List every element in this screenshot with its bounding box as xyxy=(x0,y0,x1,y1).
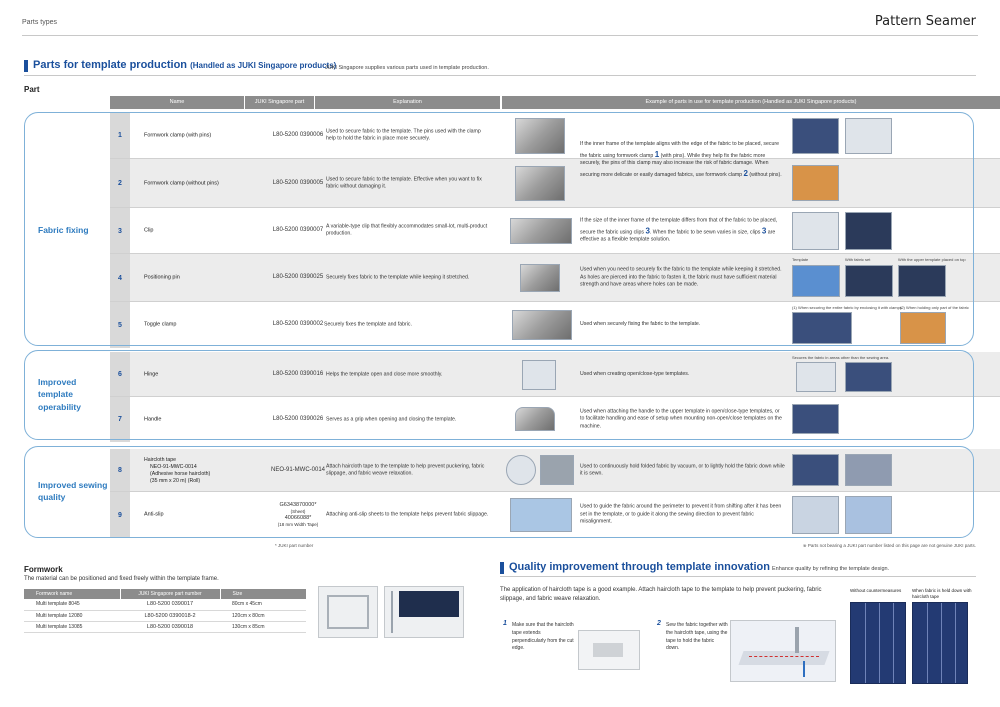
row-number: 7 xyxy=(110,397,130,442)
caption-fabric-set: With fabric set xyxy=(845,257,871,262)
step-2-number: 2 xyxy=(657,620,661,627)
usage-haircloth: Used to continuously hold folded fabric by vacuum, or to lightly hold the fabric down while it is sewn. xyxy=(580,462,785,477)
usage-toggle: Used when securely fixing the fabric to the template. xyxy=(580,321,701,328)
caption-with-haircloth: When fabric is held down with haircloth tape xyxy=(912,588,972,599)
caption-upper-template: With the upper template placed on top xyxy=(898,257,966,262)
part-number: L80-5200 0390005 xyxy=(272,179,324,186)
part-explanation: Securely fixes the template and fabric. xyxy=(324,321,412,328)
usage-clip: If the size of the inner frame of the template differs from that of the fabric to be placed, secure the fabric using clips 3. When the fabric to be sewn varies in size, clips 3 are effective as a flexible template solution. xyxy=(580,217,778,243)
row-number: 4 xyxy=(110,254,130,302)
quality-note: Enhance quality by refining the template design. xyxy=(772,566,890,572)
formwork-size: 120cm x 80cm xyxy=(220,610,306,621)
formwork-col-part-number: JUKI Singapore part number xyxy=(120,589,220,599)
part-number: G6343870000* (Sheet) 40066088* (18 mm Width Tape) xyxy=(277,502,319,528)
row-number: 8 xyxy=(110,449,130,492)
table-header xyxy=(110,96,500,118)
formwork-size: 80cm x 45cm xyxy=(220,599,306,610)
part-explanation: Serves as a grip when opening and closing the template. xyxy=(326,415,457,422)
quality-body: The application of haircloth tape is a good example. Attach haircloth tape to the template to help prevent puckering, fabric slippage, and fabric weave relaxation. xyxy=(500,587,822,602)
fabric-without-countermeasures-photo xyxy=(850,602,906,684)
section-divider xyxy=(24,75,976,76)
formwork-part-number: L80-5200 0390018-2 xyxy=(120,610,220,621)
part-explanation: Used to secure fabric to the template. Effective when you want to fix fabric without damaging it. xyxy=(326,176,482,190)
caption-template: Template xyxy=(792,257,809,262)
row-number: 6 xyxy=(110,352,130,397)
section-note: JUKI Singapore supplies various parts used in template production. xyxy=(325,65,489,71)
part-explanation: Securely fixes fabric to the template while keeping it stretched. xyxy=(326,274,470,281)
part-name: Handle xyxy=(144,415,162,422)
usage-handle: Used when attaching the handle to the upper template in open/close-type templates, or to facilitate handling and ease of setup when mounting non-open/close templates on the machine. xyxy=(580,408,782,430)
part-label: Part xyxy=(24,85,40,94)
usage-clamps-text: If the inner frame of the template aligns with the edge of the fabric to be placed, secure the fabric using formwork clamp 1 (with pins). While they help fix the fabric more securely, the pins of this clamp may also increase the risk of fabric damage. When securing more delicate or easily damaged fabrics, use formwork clamp 2 (without pins). xyxy=(580,140,782,178)
part-explanation: Attaching anti-slip sheets to the template helps prevent fabric slippage. xyxy=(326,511,489,518)
row-number: 3 xyxy=(110,208,130,254)
formwork-part-number: L80-5200 0390017 xyxy=(120,599,220,610)
caption-toggle-2: (2) When holding only part of the fabric xyxy=(900,305,969,310)
usage-hinge: Used when creating open/close-type templates. xyxy=(580,370,690,377)
product-title: Pattern Seamer xyxy=(874,14,976,29)
part-name: Clip xyxy=(144,227,154,234)
formwork-description: The material can be positioned and fixed freely within the template frame. xyxy=(24,576,219,582)
caption-toggle-1: (1) When securing the entire fabric by enclosing it with clamps xyxy=(792,305,902,310)
part-name: Positioning pin xyxy=(144,274,180,281)
footnote-genuine-parts: ※ Parts not bearing a JUKI part number listed on this page are not genuine JUKI parts. xyxy=(802,543,976,548)
group-template-operability xyxy=(24,350,974,440)
quality-divider xyxy=(500,576,976,577)
caption-without-countermeasures: Without countermeasures xyxy=(850,588,902,593)
group-label-fabric-fixing: Fabric fixing xyxy=(38,225,89,235)
row-number: 5 xyxy=(110,302,130,348)
part-number: L80-5200 0390026 xyxy=(272,415,324,422)
formwork-table-header xyxy=(24,589,306,599)
part-number: L80-5200 0390016 xyxy=(272,370,324,377)
formwork-col-name: Formwork name xyxy=(24,589,120,599)
row-number: 1 xyxy=(110,112,130,159)
caption-hinge: Secures the fabric in areas other than the sewing area. xyxy=(792,355,890,360)
step-2-text: Sew the fabric together with the haircloth tape, using the tape to hold the fabric down. xyxy=(666,622,728,652)
part-explanation: Attach haircloth tape to the template to help prevent puckering, fabric slippage, and fabric weave relaxation. xyxy=(326,463,485,477)
part-explanation: Used to secure fabric to the template. The pins used with the clamp help to hold the fabric in place more securely. xyxy=(326,128,481,142)
formwork-size: 130cm x 85cm xyxy=(220,621,306,632)
part-explanation: A variable-type clip that flexibly accommodates small-lot, multi-product production. xyxy=(326,223,488,237)
part-number: L80-5200 0390006 xyxy=(272,131,324,138)
section-label: Parts types xyxy=(22,19,58,26)
group-sewing-quality xyxy=(24,446,974,538)
part-name: Anti-slip xyxy=(144,511,164,518)
part-number: L80-5200 0390025 xyxy=(272,274,324,281)
formwork-title: Formwork xyxy=(24,565,63,574)
formwork-table xyxy=(24,589,306,633)
quality-section-marker xyxy=(500,562,504,574)
footnote-part-number: * JUKI part number xyxy=(275,543,314,548)
table-row xyxy=(24,621,306,632)
formwork-col-size: Size xyxy=(220,589,306,599)
part-explanation: Helps the template open and close more smoothly. xyxy=(326,370,443,377)
row-number: 9 xyxy=(110,492,130,538)
col-name: Name xyxy=(110,96,245,109)
fabric-with-haircloth-photo xyxy=(912,602,968,684)
usage-pin: Used when you need to securely fix the fabric to the template while keeping it stretched. As holes are pierced into the fabric to fasten it, the fabric must have sufficient material strength and have areas where holes can be made. xyxy=(580,266,782,288)
usage-antislip: Used to guide the fabric around the perimeter to prevent it from shifting after it has been set in the template, or to guide it along the sewing direction to prevent fabric misalignment. xyxy=(580,503,782,525)
formwork-name: Multi template 13085 xyxy=(24,621,120,632)
formwork-frame-photo xyxy=(318,586,378,638)
step-1-illustration xyxy=(578,630,640,670)
part-number: L80-5200 0390002 xyxy=(272,321,324,328)
part-name: Formwork clamp (with pins) xyxy=(144,131,212,138)
part-name: Hinge xyxy=(144,370,159,377)
section-title: Parts for template production (Handled as JUKI Singapore products) xyxy=(33,59,337,71)
formwork-part-number: L80-5200 0390018 xyxy=(120,621,220,632)
col-explanation: Explanation xyxy=(393,99,422,105)
group-label-sewing-quality: Improved sewing quality xyxy=(38,480,108,503)
group-label-template-operability: Improved template operability xyxy=(38,377,81,412)
part-number: NEO-91-MWC-0014 xyxy=(270,466,325,473)
part-name: Toggle clamp xyxy=(144,321,177,328)
step-1-text: Make sure that the haircloth tape extends perpendicularly from the cut edge. xyxy=(512,622,574,652)
table-row xyxy=(24,610,306,621)
header-divider xyxy=(22,35,978,36)
part-number: L80-5200 0390007 xyxy=(272,227,324,234)
step-2-illustration xyxy=(730,620,836,682)
formwork-fabric-photo xyxy=(384,586,464,638)
formwork-name: Multi template 8045 xyxy=(24,599,120,610)
table-row xyxy=(24,599,306,610)
group-fabric-fixing xyxy=(24,112,974,346)
col-examples: Example of parts in use for template production (Handled as JUKI Singapore products) xyxy=(645,99,857,105)
section-marker xyxy=(24,60,28,72)
table-header-examples xyxy=(502,96,1000,109)
quality-title: Quality improvement through template innovation xyxy=(509,561,770,573)
row-number: 2 xyxy=(110,159,130,208)
col-part-number: JUKI Singapore part number xyxy=(245,96,315,109)
part-name: Haircloth tape NEO-91-MWC-0014 (Adhesive horse haircloth) (35 mm x 20 m) (Roll) xyxy=(144,456,211,484)
part-name: Formwork clamp (without pins) xyxy=(144,179,219,186)
step-1-number: 1 xyxy=(503,620,507,627)
formwork-name: Multi template 12080 xyxy=(24,610,120,621)
